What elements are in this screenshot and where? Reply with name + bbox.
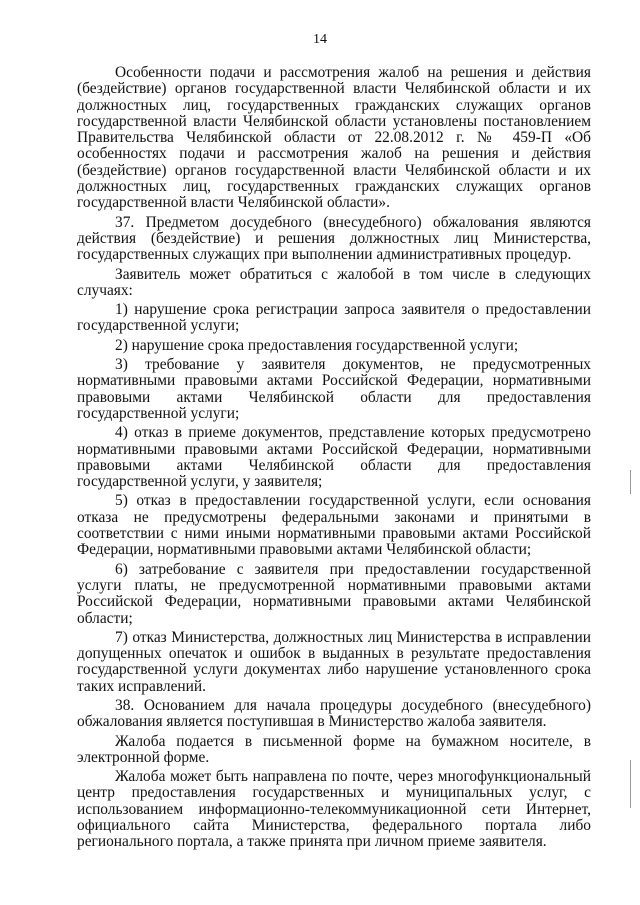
list-item-4: 4) отказ в приеме документов, представление которых предусмотрено нормативными правовыми актами Российской Федерации, нормативными правовыми актами Челябинской области для предоставления государственной услуги, у заявителя; <box>77 424 591 491</box>
document-body <box>77 65 591 851</box>
paragraph-complaint-channels: Жалоба может быть направлена по почте, через многофункциональный центр предоставления государственных и муниципальных услуг, с использованием информационно-телекоммуникационной сети Интернет, официального сайта Министерства, федерального портала либо регионального портала, а также принята при личном приеме заявителя. <box>77 768 591 851</box>
paragraph-38-grounds: 38. Основанием для начала процедуры досудебного (внесудебного) обжалования является поступившая в Министерство жалоба заявителя. <box>77 696 591 731</box>
list-item-7: 7) отказ Министерства, должностных лиц Министерства в исправлении допущенных опечаток и ошибок в выданных в результате предоставления государственной услуги документах либо нарушение установленного срока таких исправлений. <box>77 628 591 695</box>
list-item-2: 2) нарушение срока предоставления государственной услуги; <box>115 336 519 354</box>
scan-edge-mark <box>630 760 631 808</box>
paragraph-complaint-procedure: Особенности подачи и рассмотрения жалоб на решения и действия (бездействие) органов государственной власти Челябинской области и их должностных лиц, государственных гражданских служащих органов государственной власти Челябинской области установлены постановлением Правительства Челябинской области от 22.08.2012 г. № 459-П «Об особенностях подачи и рассмотрения жалоб на решения и действия (бездействие) органов государственной власти Челябинской области и их должностных лиц, государственных гражданских служащих органов государственной власти Челябинской области». <box>77 64 591 212</box>
paragraph-cases-intro: Заявитель может обратиться с жалобой в том числе в следующих случаях: <box>77 265 591 299</box>
list-item-6: 6) затребование с заявителя при предоставлении государственной услуги платы, не предусмотренной нормативными правовыми актами Российской Федерации, нормативными правовыми актами Челябинской области; <box>77 560 591 627</box>
scan-edge-mark <box>630 470 631 494</box>
paragraph-complaint-form: Жалоба подается в письменной форме на бумажном носителе, в электронной форме. <box>77 732 591 766</box>
list-item-1: 1) нарушение срока регистрации запроса заявителя о предоставлении государственной услуги; <box>77 301 591 335</box>
list-item-3: 3) требование у заявителя документов, не предусмотренных нормативными правовыми актами Российской Федерации, нормативными правовыми актами Челябинской области для предоставления государственной услуги; <box>77 356 591 422</box>
paragraph-37-subject: 37. Предметом досудебного (внесудебного) обжалования являются действия (бездействие) и решения должностных лиц Министерства, государственных служащих при выполнении административных процедур. <box>77 213 591 264</box>
page-number: 14 <box>313 32 327 47</box>
list-item-5: 5) отказ в предоставлении государственной услуги, если основания отказа не предусмотрены федеральными законами и принятыми в соответствии с ними иными нормативными правовыми актами Российской Федерации, нормативными правовыми актами Челябинской области; <box>77 492 591 559</box>
